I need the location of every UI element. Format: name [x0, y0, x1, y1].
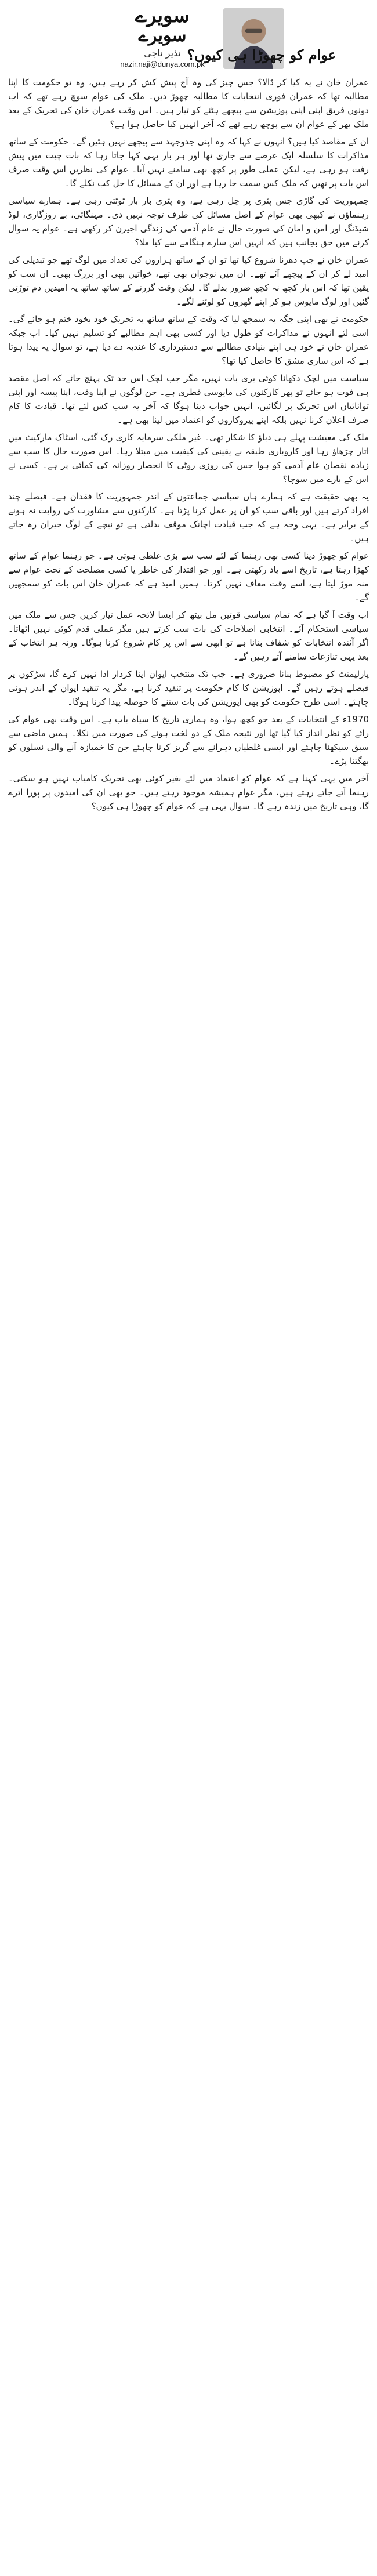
article-paragraph: 1970ء کے انتخابات کے بعد جو کچھ ہوا، وہ ہماری تاریخ کا سیاہ باب ہے۔ اس وقت بھی عوام کی رائے کو نظر انداز کیا گیا تھا اور نتیجہ ملک کے دو لخت ہونے کی صورت میں نکلا۔ ہمیں ماضی سے سبق سیکھنا چاہئے اور ایسی غلطیاں دہرانے سے گریز کرنا چاہئے جن کا خمیازہ آنے والی نسلوں کو بھگتنا پڑے۔ — [8, 714, 369, 766]
article-paragraph: عمران خان نے یہ کیا کر ڈالا؟ جس چیز کی وہ آج پیش کش کر رہے ہیں، وہ تو حکومت کا اپنا مطالبہ تھا کہ عمران فوری انتخابات کا مطالبہ چھوڑ دیں۔ ملک کی عوام سوچ رہے تھے کہ اب دونوں فریق اپنی اپنی پوزیشن سے پیچھے ہٹنے کو تیار ہیں۔ اس وقت عمران خان کی تحریک کے بعد ملک بھر کے عوام ان سے پوچھ رہے تھے کہ آخر انہیں کیا حاصل ہوا ہے؟ — [8, 77, 369, 129]
column-brand-line1: سویرے — [135, 4, 190, 27]
article-paragraph: ان کے مقاصد کیا ہیں؟ انہوں نے کہا کہ وہ اپنی جدوجہد سے پیچھے نہیں ہٹیں گے۔ حکومت کے ساتھ مذاکرات کا سلسلہ ایک عرصے سے جاری تھا اور ہر بار یہی کہا جاتا رہا کہ بات چیت میں پیش رفت ہو رہی ہے، لیکن عملی طور پر کچھ بھی سامنے نہیں آیا۔ عوام کی نظریں اس وقت صرف اس بات پر تھیں کہ ملک کس سمت جا رہا ہے اور ان کے مسائل کا حل کب نکلے گا۔ — [8, 136, 369, 189]
article-paragraph: سیاست میں لچک دکھانا کوئی بری بات نہیں، مگر جب لچک اس حد تک پہنچ جائے کہ اصل مقصد ہی فوت ہو جائے تو پھر کارکنوں کی مایوسی فطری ہے۔ جن لوگوں نے اپنا وقت، اپنا پیسہ اور اپنی توانائیاں اس تحریک پر لگائیں، انہیں جواب دینا ہوگا کہ آخر یہ سب کس لئے تھا۔ قیادت کا کام صرف اعلان کرنا نہیں بلکہ اپنے پیروکاروں کو اعتماد میں لینا بھی ہے۔ — [8, 373, 369, 425]
article-paragraph: ملک کی معیشت پہلے ہی دباؤ کا شکار تھی۔ غیر ملکی سرمایہ کاری رک گئی، اسٹاک مارکیٹ میں اتار چڑھاؤ رہا اور کاروباری طبقہ بے یقینی کی کیفیت میں مبتلا رہا۔ اس صورت حال کا سب سے زیادہ نقصان عام آدمی کو ہوا جس کی روزی روٹی کا انحصار روزانہ کی کمائی پر ہے۔ کسی نے اس کے بارے میں سوچا؟ — [8, 432, 369, 484]
article-body — [8, 75, 369, 2570]
author-name: نذیر ناجی — [144, 48, 181, 59]
article-paragraph: حکومت نے بھی اپنی جگہ یہ سمجھ لیا کہ وقت کے ساتھ ساتھ یہ تحریک خود بخود ختم ہو جائے گی۔ اسی لئے انہوں نے مذاکرات کو طول دیا اور کسی بھی اہم مطالبے کو تسلیم نہیں کیا۔ اب جبکہ عمران خان نے خود ہی اپنے بنیادی مطالبے سے دستبرداری کا عندیہ دے دیا ہے، تو سوال یہ پیدا ہوتا ہے کہ اس ساری مشق کا حاصل کیا تھا؟ — [8, 314, 369, 366]
article-paragraph: یہ بھی حقیقت ہے کہ ہمارے ہاں سیاسی جماعتوں کے اندر جمہوریت کا فقدان ہے۔ فیصلے چند افراد کرتے ہیں اور باقی سب کو ان پر عمل کرنا پڑتا ہے۔ کارکنوں سے مشاورت کی روایت نہ ہونے کے برابر ہے۔ یہی وجہ ہے کہ جب قیادت اچانک موقف بدلتی ہے تو نیچے کے لوگ حیران رہ جاتے ہیں۔ — [8, 491, 369, 544]
article-paragraph: عمران خان نے جب دھرنا شروع کیا تھا تو ان کے ساتھ ہزاروں کی تعداد میں لوگ تھے جو تبدیلی کی امید لے کر ان کے پیچھے آئے تھے۔ ان میں نوجوان بھی تھے، خواتین بھی اور بزرگ بھی۔ ان سب کو یقین تھا کہ اس بار کچھ نہ کچھ ضرور بدلے گا۔ لیکن وقت گزرنے کے ساتھ ساتھ یہ امیدیں دم توڑتی گئیں اور لوگ مایوس ہو کر اپنے گھروں کو لوٹنے لگے۔ — [8, 255, 369, 307]
article-paragraph: آخر میں یہی کہنا ہے کہ عوام کو اعتماد میں لئے بغیر کوئی بھی تحریک کامیاب نہیں ہو سکتی۔ رہنما آتے جاتے رہتے ہیں، مگر عوام ہمیشہ موجود رہتے ہیں۔ جو بھی ان کی امیدوں پر پورا اترے گا، وہی تاریخ میں زندہ رہے گا۔ سوال یہی ہے کہ عوام کو چھوڑا ہی کیوں؟ — [8, 773, 369, 811]
article-paragraph: اب وقت آ گیا ہے کہ تمام سیاسی قوتیں مل بیٹھ کر ایسا لائحہ عمل تیار کریں جس سے ملک میں سیاسی استحکام آئے۔ انتخابی اصلاحات کی بات سب کرتے ہیں مگر عملی قدم کوئی نہیں اٹھاتا۔ اگر آئندہ انتخابات کو شفاف بنانا ہے تو ابھی سے اس پر کام شروع کرنا ہوگا۔ ورنہ ہر انتخاب کے بعد یہی تنازعات سامنے آتے رہیں گے۔ — [8, 610, 369, 662]
article-paragraph: پارلیمنٹ کو مضبوط بنانا ضروری ہے۔ جب تک منتخب ایوان اپنا کردار ادا نہیں کرے گا، سڑکوں پر فیصلے ہوتے رہیں گے۔ اپوزیشن کا کام حکومت پر تنقید کرنا ہے، مگر یہ تنقید ایوان کے اندر ہونی چاہئے۔ اسی طرح حکومت کو بھی اپوزیشن کی بات سننے کا حوصلہ پیدا کرنا ہوگا۔ — [8, 669, 369, 707]
author-email[interactable]: nazir.naji@dunya.com.pk — [120, 60, 205, 68]
column-brand-line2: سویرے — [138, 26, 187, 46]
article-headline: عوام کو چھوڑا ہی کیوں؟ — [187, 46, 336, 63]
article-paragraph: جمہوریت کی گاڑی جس پٹری پر چل رہی ہے، وہ پٹری بار بار ٹوٹتی رہی ہے۔ ہمارے سیاسی رہنماؤں نے کبھی بھی عوام کے اصل مسائل کی طرف توجہ نہیں دی۔ مہنگائی، بے روزگاری، لوڈ شیڈنگ اور امن و امان کی صورت حال نے عام آدمی کی زندگی اجیرن کر رکھی ہے۔ عوام یہ سوال کرنے میں حق بجانب ہیں کہ انہیں اس سارے ہنگامے سے کیا ملا؟ — [8, 195, 369, 248]
article-paragraph: عوام کو چھوڑ دینا کسی بھی رہنما کے لئے سب سے بڑی غلطی ہوتی ہے۔ جو رہنما عوام کے ساتھ کھڑا رہتا ہے، تاریخ اسے یاد رکھتی ہے۔ اور جو اقتدار کی خاطر یا کسی مصلحت کے تحت عوام سے منہ موڑ لیتا ہے، اسے وقت معاف نہیں کرتا۔ ہمیں امید ہے کہ عمران خان اس بات کو سمجھیں گے۔ — [8, 550, 369, 603]
